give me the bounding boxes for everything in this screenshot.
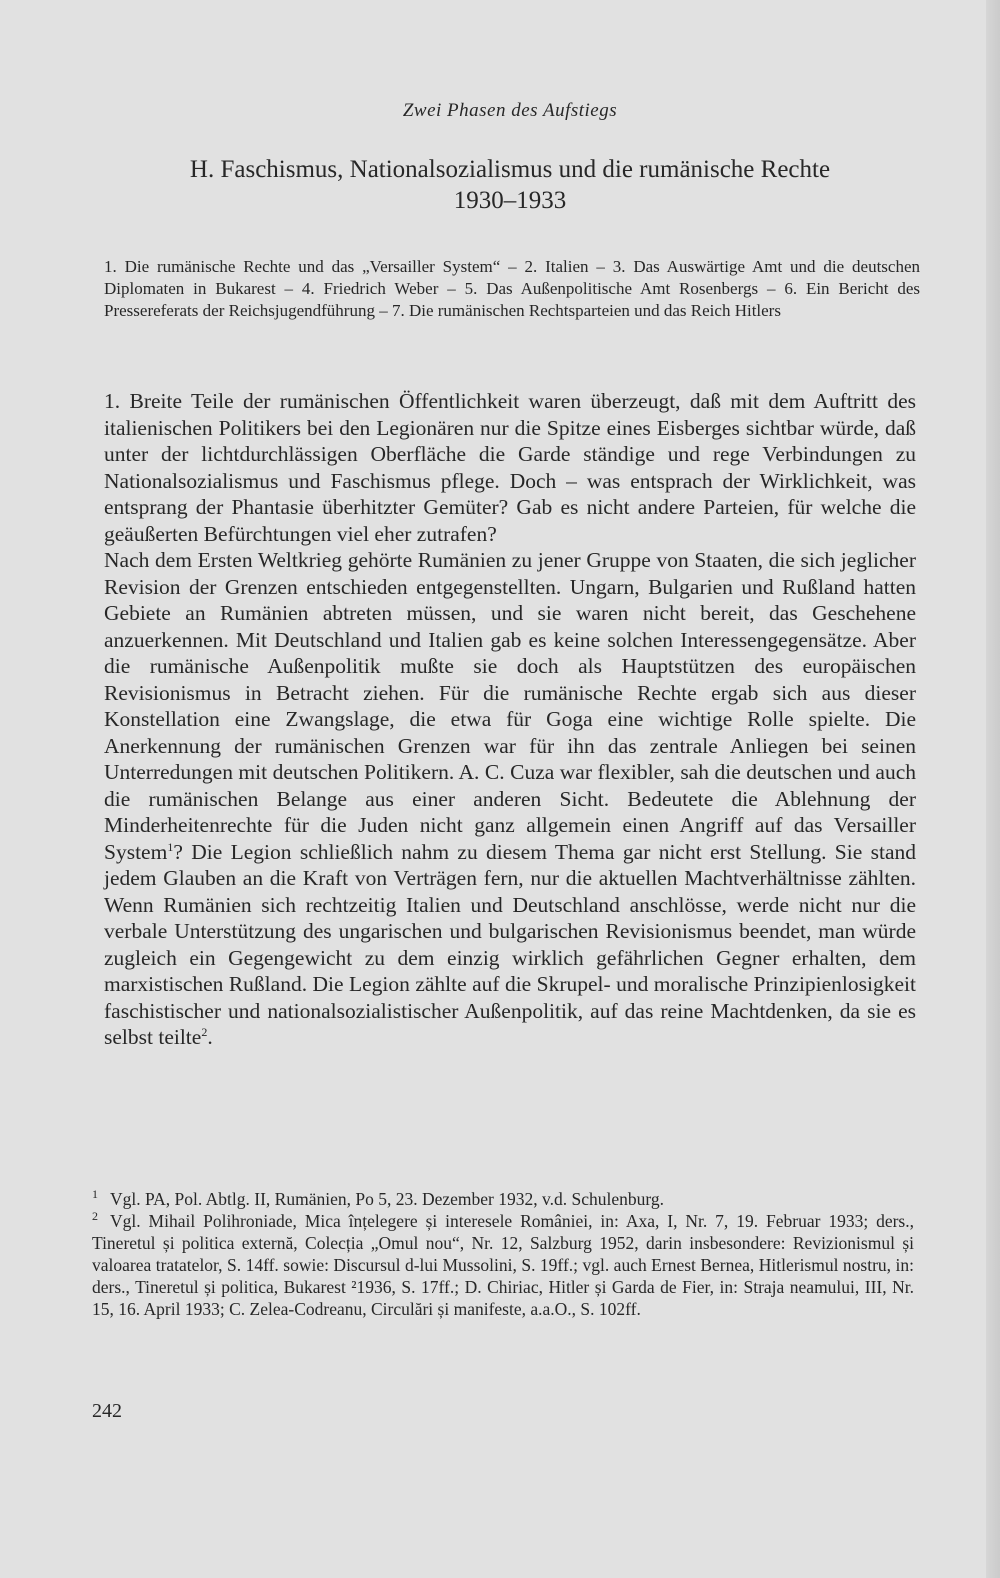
footnote-1-mark: 1 xyxy=(92,1187,98,1202)
paragraph-2-part-b: ? Die Legion schließlich nahm zu diesem Thema gar nicht erst Stellung. Sie stand jedem Glauben an die Kraft von Verträgen fern, nur die aktuellen Machtverhältnisse zählten. Wenn Rumänien sich rechtzeitig Italien und Deutschland anschlösse, werde nicht nur die verbale Unterstützung des ungarischen und bulgarischen Revisionismus beendet, man würde zugleich ein Gegengewicht zu dem einzig wirklich gefährlichen Gegner erhalten, dem marxistischen Rußland. Die Legion zählte auf die Skrupel- und moralische Prinzipienlosigkeit faschistischer und nationalsozialistischer Außenpolitik, auf das reine Machtdenken, da sie es selbst teilte xyxy=(104,839,916,1049)
chapter-title-line-1: H. Faschismus, Nationalsozialismus und die rumänische Rechte xyxy=(189,156,831,183)
page-edge-shadow xyxy=(986,0,1000,1578)
footnotes xyxy=(92,1188,914,1320)
footnote-ref-1: 1 xyxy=(167,839,174,854)
chapter-contents-summary: 1. Die rumänische Rechte und das „Versailler System“ – 2. Italien – 3. Das Auswärtige Amt und die deutschen Diplomaten in Bukarest – 4. Friedrich Weber – 5. Das Außenpolitische Amt Rosenbergs – 6. Ein Bericht des Pressereferats der Reichsjugendführung – 7. Die rumänischen Rechtsparteien und das Reich Hitlers xyxy=(104,257,920,320)
paragraph-2-part-a: Nach dem Ersten Weltkrieg gehörte Rumänien zu jener Gruppe von Staaten, die sich jeglicher Revision der Grenzen entschieden entgegenstellten. Ungarn, Bulgarien und Rußland hatten Gebiete an Rumänien abtreten müssen, und sie waren nicht bereit, das Geschehene anzuerkennen. Mit Deutschland und Italien gab es keine solchen Interessengegensätze. Aber die rumänische Außenpolitik mußte sie doch als Hauptstützen des europäischen Revisionismus in Betracht ziehen. Für die rumänische Rechte ergab sich aus dieser Konstellation eine Zwangslage, die etwa für Goga eine wichtige Rolle spielte. Die Anerkennung der rumänischen Grenzen war für ihn das zentrale Anliegen bei seinen Unterredungen mit deutschen Politikern. A. C. Cuza war flexibler, sah die deutschen und auch die rumänischen Belange aus einer anderen Sicht. Bedeutete die Ablehnung der Minderheitenrechte für die Juden nicht ganz allgemein einen Angriff auf das Versailler System xyxy=(104,548,916,864)
footnote-2 xyxy=(92,1210,914,1320)
footnote-1-text: Vgl. PA, Pol. Abtlg. II, Rumänien, Po 5, 23. Dezember 1932, v.d. Schulenburg. xyxy=(110,1189,664,1209)
footnote-1 xyxy=(92,1188,914,1210)
footnote-2-text: Vgl. Mihail Polihroniade, Mica înțelegere și interesele României, in: Axa, I, Nr. 7, 19. Februar 1933; ders., Tineretul și politica externă, Colecția „Omul nou“, Nr. 12, Salzburg 1952, darin insbesondere: Revizionismul și valoarea tratatelor, S. 14ff. sowie: Discursul d-lui Mussolini, S. 19ff.; vgl. auch Ernest Bernea, Hitlerismul nostru, in: ders., Tineretul și politica, Bukarest ²1936, S. 17ff.; D. Chiriac, Hitler și Garda de Fier, in: Straja neamului, III, Nr. 15, 16. April 1933; C. Zelea-Codreanu, Circulări și manifeste, a.a.O., S. 102ff. xyxy=(92,1211,914,1319)
body-text xyxy=(104,388,916,1051)
paragraph-1: 1. Breite Teile der rumänischen Öffentlichkeit waren überzeugt, daß mit dem Auftritt des italienischen Politikers bei den Legionären nur die Spitze eines Eisberges sichtbar würde, daß unter der lichtdurchlässigen Oberfläche die Garde ständige und rege Verbindungen zu Nationalsozialismus und Faschismus pflege. Doch – was entsprach der Wirklichkeit, was entsprang der Phantasie überhitzter Gemüter? Gab es nicht andere Parteien, für welche die geäußerten Befürchtungen viel eher zutrafen? xyxy=(104,389,916,546)
footnote-2-mark: 2 xyxy=(92,1209,98,1224)
chapter-title-line-2: 1930–1933 xyxy=(453,187,567,214)
paragraph-2 xyxy=(104,547,916,1051)
running-head: Zwei Phasen des Aufstiegs xyxy=(402,100,618,121)
footnote-ref-2: 2 xyxy=(201,1024,208,1039)
chapter-title xyxy=(100,154,920,216)
page-number: 242 xyxy=(92,1400,122,1422)
paragraph-2-end: . xyxy=(207,1025,213,1049)
